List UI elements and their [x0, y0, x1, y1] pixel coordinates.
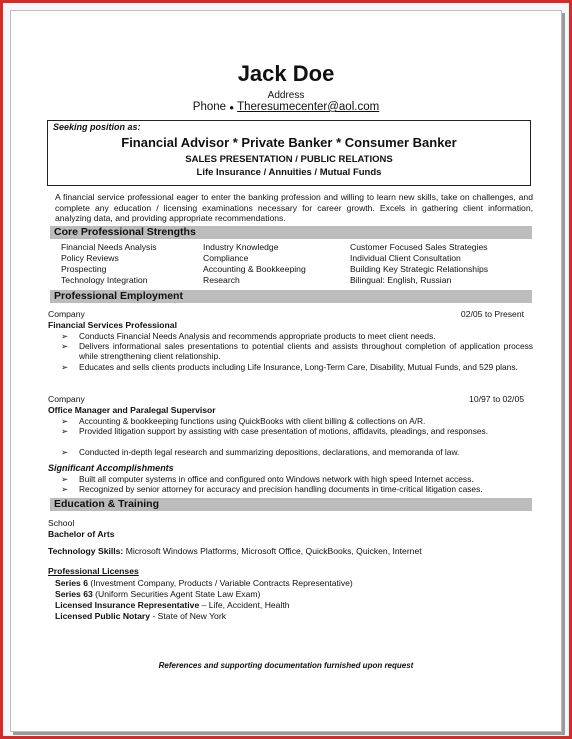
arrow-bullet-icon: ➢: [61, 484, 69, 494]
job-dates: 02/05 to Present: [460, 309, 524, 319]
arrow-bullet-icon: ➢: [61, 331, 69, 341]
arrow-bullet-icon: ➢: [61, 474, 69, 484]
license-name: Series 6: [55, 578, 88, 588]
job-title: Financial Services Professional: [48, 320, 177, 330]
job-company: Company: [48, 309, 85, 319]
strength-item: Financial Needs Analysis: [61, 242, 157, 252]
license-name: Licensed Public Notary: [55, 611, 151, 621]
license-name: Licensed Insurance Representative: [55, 600, 200, 610]
section-heading-education: Education & Training: [50, 498, 532, 511]
objective-subtitle-1: SALES PRESENTATION / PUBLIC RELATIONS: [185, 154, 393, 165]
accomplishment-bullet: [61, 484, 533, 494]
job-bullet-text: Delivers informational sales presentations to potential clients and assists throughout completion of application process while strengthening client relationship.: [79, 341, 533, 362]
objective-positions: Financial Advisor * Private Banker * Consumer Banker: [121, 135, 457, 150]
accomplishment-text: Recognized by senior attorney for accuracy and precision handling documents in time-critical litigation cases.: [79, 484, 483, 494]
school-name: School: [48, 518, 75, 528]
job-bullet-text: Conducts Financial Needs Analysis and recommends appropriate products to meet client needs.: [79, 331, 436, 341]
strength-item: Customer Focused Sales Strategies: [350, 242, 488, 252]
job-bullet: [61, 426, 533, 436]
license-desc: (Investment Company, Products / Variable Contracts Representative): [90, 578, 353, 588]
objective-subtitle-2: Life Insurance / Annuities / Mutual Funds: [196, 167, 382, 178]
license-desc: – Life, Accident, Health: [201, 600, 290, 610]
professional-summary: A financial service professional eager to enter the banking profession and willing to learn new skills, take on challenges, and complete any education / licensing examinations necessary for career growth. Excels in gathering client information, analyzing data, and providing appropriate recommendations.: [55, 192, 533, 224]
resume-page: [10, 10, 562, 732]
job-bullet: [61, 362, 533, 372]
candidate-address: Address: [267, 90, 305, 101]
arrow-bullet-icon: ➢: [61, 416, 69, 426]
strength-item: Individual Client Consultation: [350, 253, 461, 263]
strength-item: Technology Integration: [61, 275, 148, 285]
license-item: [55, 589, 260, 599]
strength-item: Industry Knowledge: [203, 242, 279, 252]
job-dates: 10/97 to 02/05: [469, 394, 524, 404]
license-desc: (Uniform Securities Agent State Law Exam): [95, 589, 261, 599]
phone-label: Phone: [192, 101, 227, 113]
job-bullet-text: Provided litigation support by assisting with case presentation of motions, affidavits, pleadings, and responses.: [79, 426, 489, 436]
section-heading-employment: Professional Employment: [50, 290, 532, 303]
license-name: Series 63: [55, 589, 93, 599]
strength-item: Bilingual: English, Russian: [350, 275, 452, 285]
strength-item: Prospecting: [61, 264, 107, 274]
strength-item: Building Key Strategic Relationships: [350, 264, 489, 274]
licenses-heading: Professional Licenses: [48, 566, 139, 576]
strength-item: Accounting & Bookkeeping: [203, 264, 306, 274]
license-item: [55, 578, 353, 588]
section-heading-core-strengths: Core Professional Strengths: [50, 226, 532, 239]
job-bullet-text: Conducted in-depth legal research and summarizing depositions, declarations, and memoranda of law.: [79, 447, 460, 457]
technology-skills: [48, 546, 422, 556]
bullet-separator: ●: [229, 103, 235, 112]
license-desc: - State of New York: [152, 611, 226, 621]
license-item: [55, 600, 290, 610]
degree: Bachelor of Arts: [48, 529, 115, 539]
contact-line: [11, 101, 561, 113]
arrow-bullet-icon: ➢: [61, 426, 69, 436]
references-note: References and supporting documentation furnished upon request: [158, 661, 414, 670]
license-item: [55, 611, 226, 621]
arrow-bullet-icon: ➢: [61, 447, 69, 457]
job-bullet: [61, 447, 533, 457]
candidate-name: Jack Doe: [237, 61, 335, 86]
arrow-bullet-icon: ➢: [61, 341, 69, 351]
job-bullet: [61, 416, 533, 426]
strength-item: Policy Reviews: [61, 253, 119, 263]
technology-skills-value: Microsoft Windows Platforms, Microsoft Office, QuickBooks, Quicken, Internet: [125, 546, 422, 556]
technology-skills-label: Technology Skills:: [48, 546, 124, 556]
accomplishment-bullet: [61, 474, 533, 484]
strength-item: Compliance: [203, 253, 249, 263]
job-bullet-text: Accounting & bookkeeping functions using QuickBooks with client billing & collections on A/R.: [79, 416, 426, 426]
job-bullet: [61, 341, 533, 362]
objective-label: Seeking position as:: [53, 122, 141, 132]
accomplishment-text: Built all computer systems in office and configured onto Windows network with high speed Internet access.: [79, 474, 474, 484]
job-title: Office Manager and Paralegal Supervisor: [48, 405, 216, 415]
strength-item: Research: [203, 275, 240, 285]
arrow-bullet-icon: ➢: [61, 362, 69, 372]
job-bullet-text: Educates and sells clients products including Life Insurance, Long-Term Care, Disability, Mutual Funds, and 529 plans.: [79, 362, 518, 372]
accomplishments-heading: Significant Accomplishments: [48, 463, 174, 473]
job-company: Company: [48, 394, 85, 404]
job-bullet: [61, 331, 533, 341]
email-link[interactable]: Theresumecenter@aol.com: [237, 101, 380, 113]
objective-box: [47, 120, 531, 186]
